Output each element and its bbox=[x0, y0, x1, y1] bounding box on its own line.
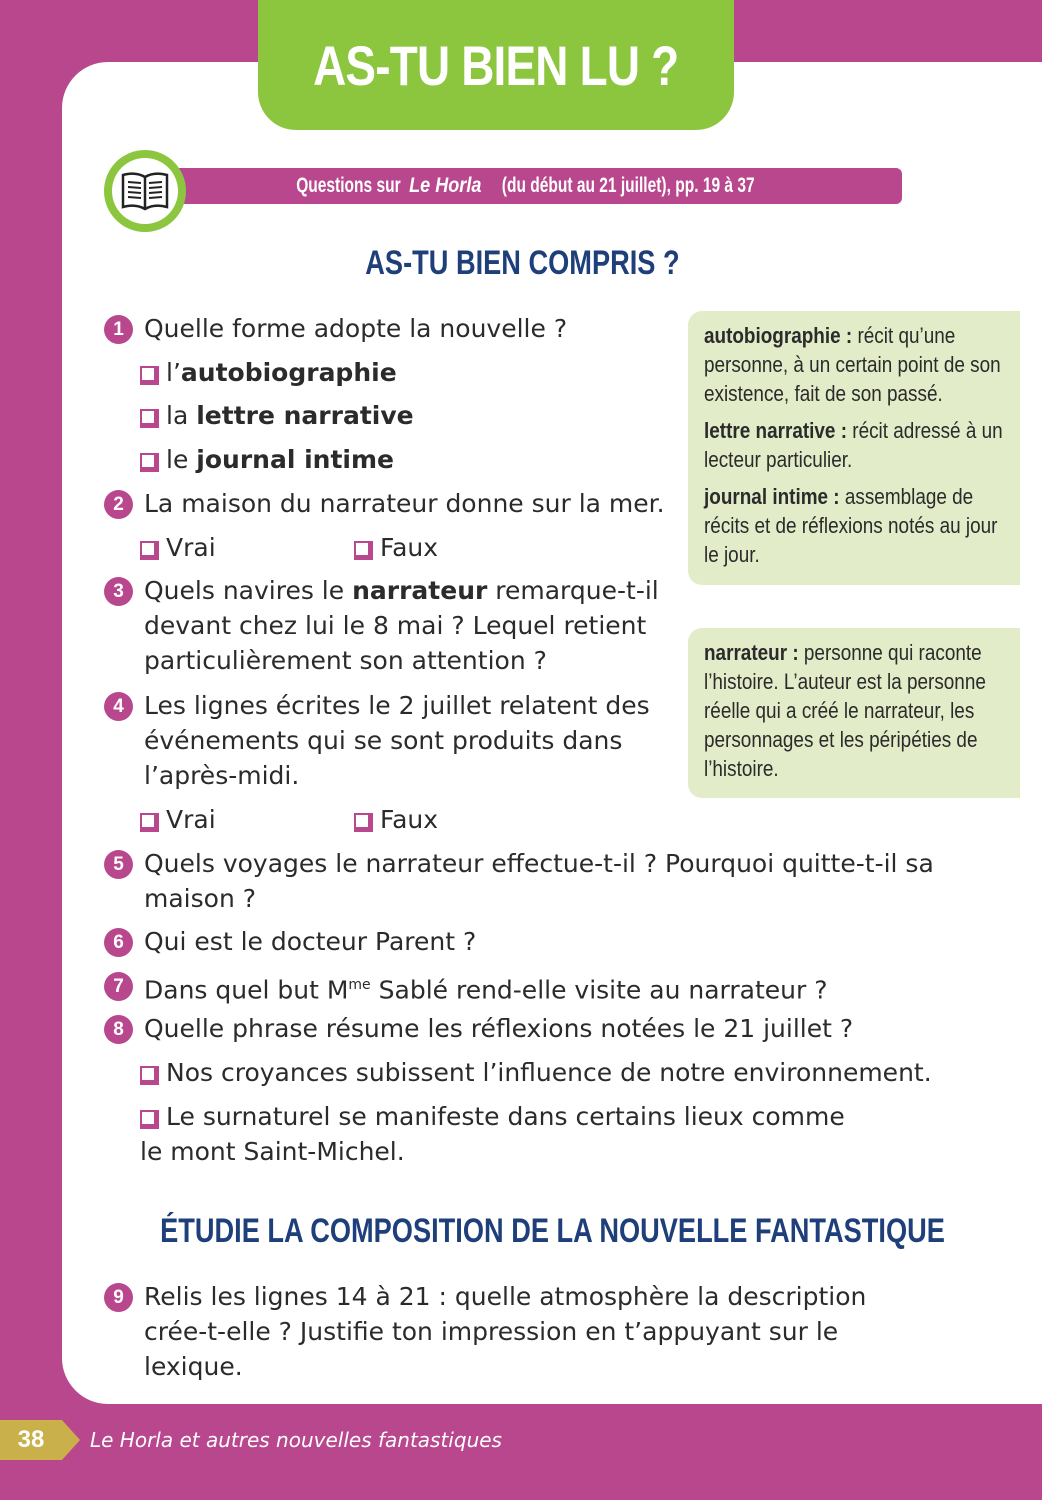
option-continuation: le mont Saint-Michel. bbox=[140, 1137, 405, 1166]
checkbox-option-croyances[interactable]: Nos croyances subissent l’influence de notre environnement. bbox=[140, 1055, 932, 1090]
checkbox-icon bbox=[140, 453, 156, 469]
glossary-box-narrateur: narrateur : personne qui raconte l’histoire. L’auteur est la personne réelle qui a créé le narrateur, les personnages et les péripéties de l’histoire. bbox=[688, 628, 1020, 798]
question-8: 8 Quelle phrase résume les réflexions notées le 21 juillet ? bbox=[104, 1011, 934, 1046]
section-title-composition: ÉTUDIE LA COMPOSITION DE LA NOUVELLE FANTASTIQUE bbox=[160, 1212, 945, 1250]
glossary-box-forms: autobiographie : récit qu’une personne, à un certain point de son existence, fait de son passé. lettre narrative : récit adressé à un lecteur particulier. journal intime : assemblage de récits et de réflexions notés au jour le jour. bbox=[688, 311, 1020, 585]
question-number: 9 bbox=[104, 1283, 133, 1312]
checkbox-icon bbox=[140, 541, 156, 557]
checkbox-option-lettre[interactable]: la lettre narrative bbox=[140, 398, 414, 433]
checkbox-icon bbox=[140, 409, 156, 425]
checkbox-faux-q2[interactable]: Faux bbox=[354, 530, 438, 565]
checkbox-vrai-q4[interactable]: Vrai bbox=[140, 802, 216, 837]
checkbox-icon bbox=[354, 541, 370, 557]
question-number: 3 bbox=[104, 577, 133, 606]
section-title-compris: AS-TU BIEN COMPRIS ? bbox=[364, 244, 680, 282]
question-6: 6 Qui est le docteur Parent ? bbox=[104, 924, 934, 959]
question-number: 6 bbox=[104, 928, 133, 957]
checkbox-icon bbox=[354, 813, 370, 829]
question-7: 7 Dans quel but $M^{me}$ Sablé rend-elle visite au narrateur ? bbox=[104, 968, 934, 1007]
work-title: Le Horla bbox=[409, 174, 482, 197]
question-5: 5 Quels voyages le narrateur effectue-t-il ? Pourquoi quitte-t-il sa maison ? bbox=[104, 846, 934, 916]
title-tab bbox=[258, 0, 734, 130]
page-number: 38 bbox=[0, 1420, 62, 1460]
book-badge bbox=[104, 150, 186, 232]
checkbox-option-surnaturel[interactable]: Le surnaturel se manifeste dans certains lieux comme bbox=[140, 1099, 845, 1134]
checkbox-icon bbox=[140, 1066, 156, 1082]
question-3: 3 Quels navires le narrateur remarque-t-il devant chez lui le 8 mai ? Lequel retient particulièrement son attention ? bbox=[104, 573, 664, 678]
checkbox-icon bbox=[140, 366, 156, 382]
checkbox-option-autobiographie[interactable]: l’autobiographie bbox=[140, 355, 397, 390]
checkbox-icon bbox=[140, 1110, 156, 1126]
checkbox-faux-q4[interactable]: Faux bbox=[354, 802, 438, 837]
question-number: 4 bbox=[104, 692, 133, 721]
question-number: 7 bbox=[104, 972, 133, 1001]
question-number: 2 bbox=[104, 490, 133, 519]
question-9: 9 Relis les lignes 14 à 21 : quelle atmosphère la description crée-t-elle ? Justifie ton impression en t’appuyant sur le lexique. bbox=[104, 1279, 934, 1384]
question-2: 2 La maison du narrateur donne sur la mer. bbox=[104, 486, 684, 521]
question-number: 5 bbox=[104, 850, 133, 879]
book-title-footer: Le Horla et autres nouvelles fantastiques bbox=[90, 1428, 502, 1452]
question-4: 4 Les lignes écrites le 2 juillet relatent des événements qui se sont produits dans l’après-midi. bbox=[104, 688, 664, 793]
question-number: 1 bbox=[104, 315, 133, 344]
question-1: 1 Quelle forme adopte la nouvelle ? bbox=[104, 311, 664, 346]
open-book-icon bbox=[120, 169, 170, 213]
question-bar: Questions surLe Horla(du début au 21 juillet), pp. 19 à 37 bbox=[162, 168, 902, 204]
checkbox-vrai-q2[interactable]: Vrai bbox=[140, 530, 216, 565]
question-number: 8 bbox=[104, 1015, 133, 1044]
checkbox-option-journal[interactable]: le journal intime bbox=[140, 442, 394, 477]
checkbox-icon bbox=[140, 813, 156, 829]
page-title: AS-TU BIEN LU ? bbox=[313, 33, 679, 97]
